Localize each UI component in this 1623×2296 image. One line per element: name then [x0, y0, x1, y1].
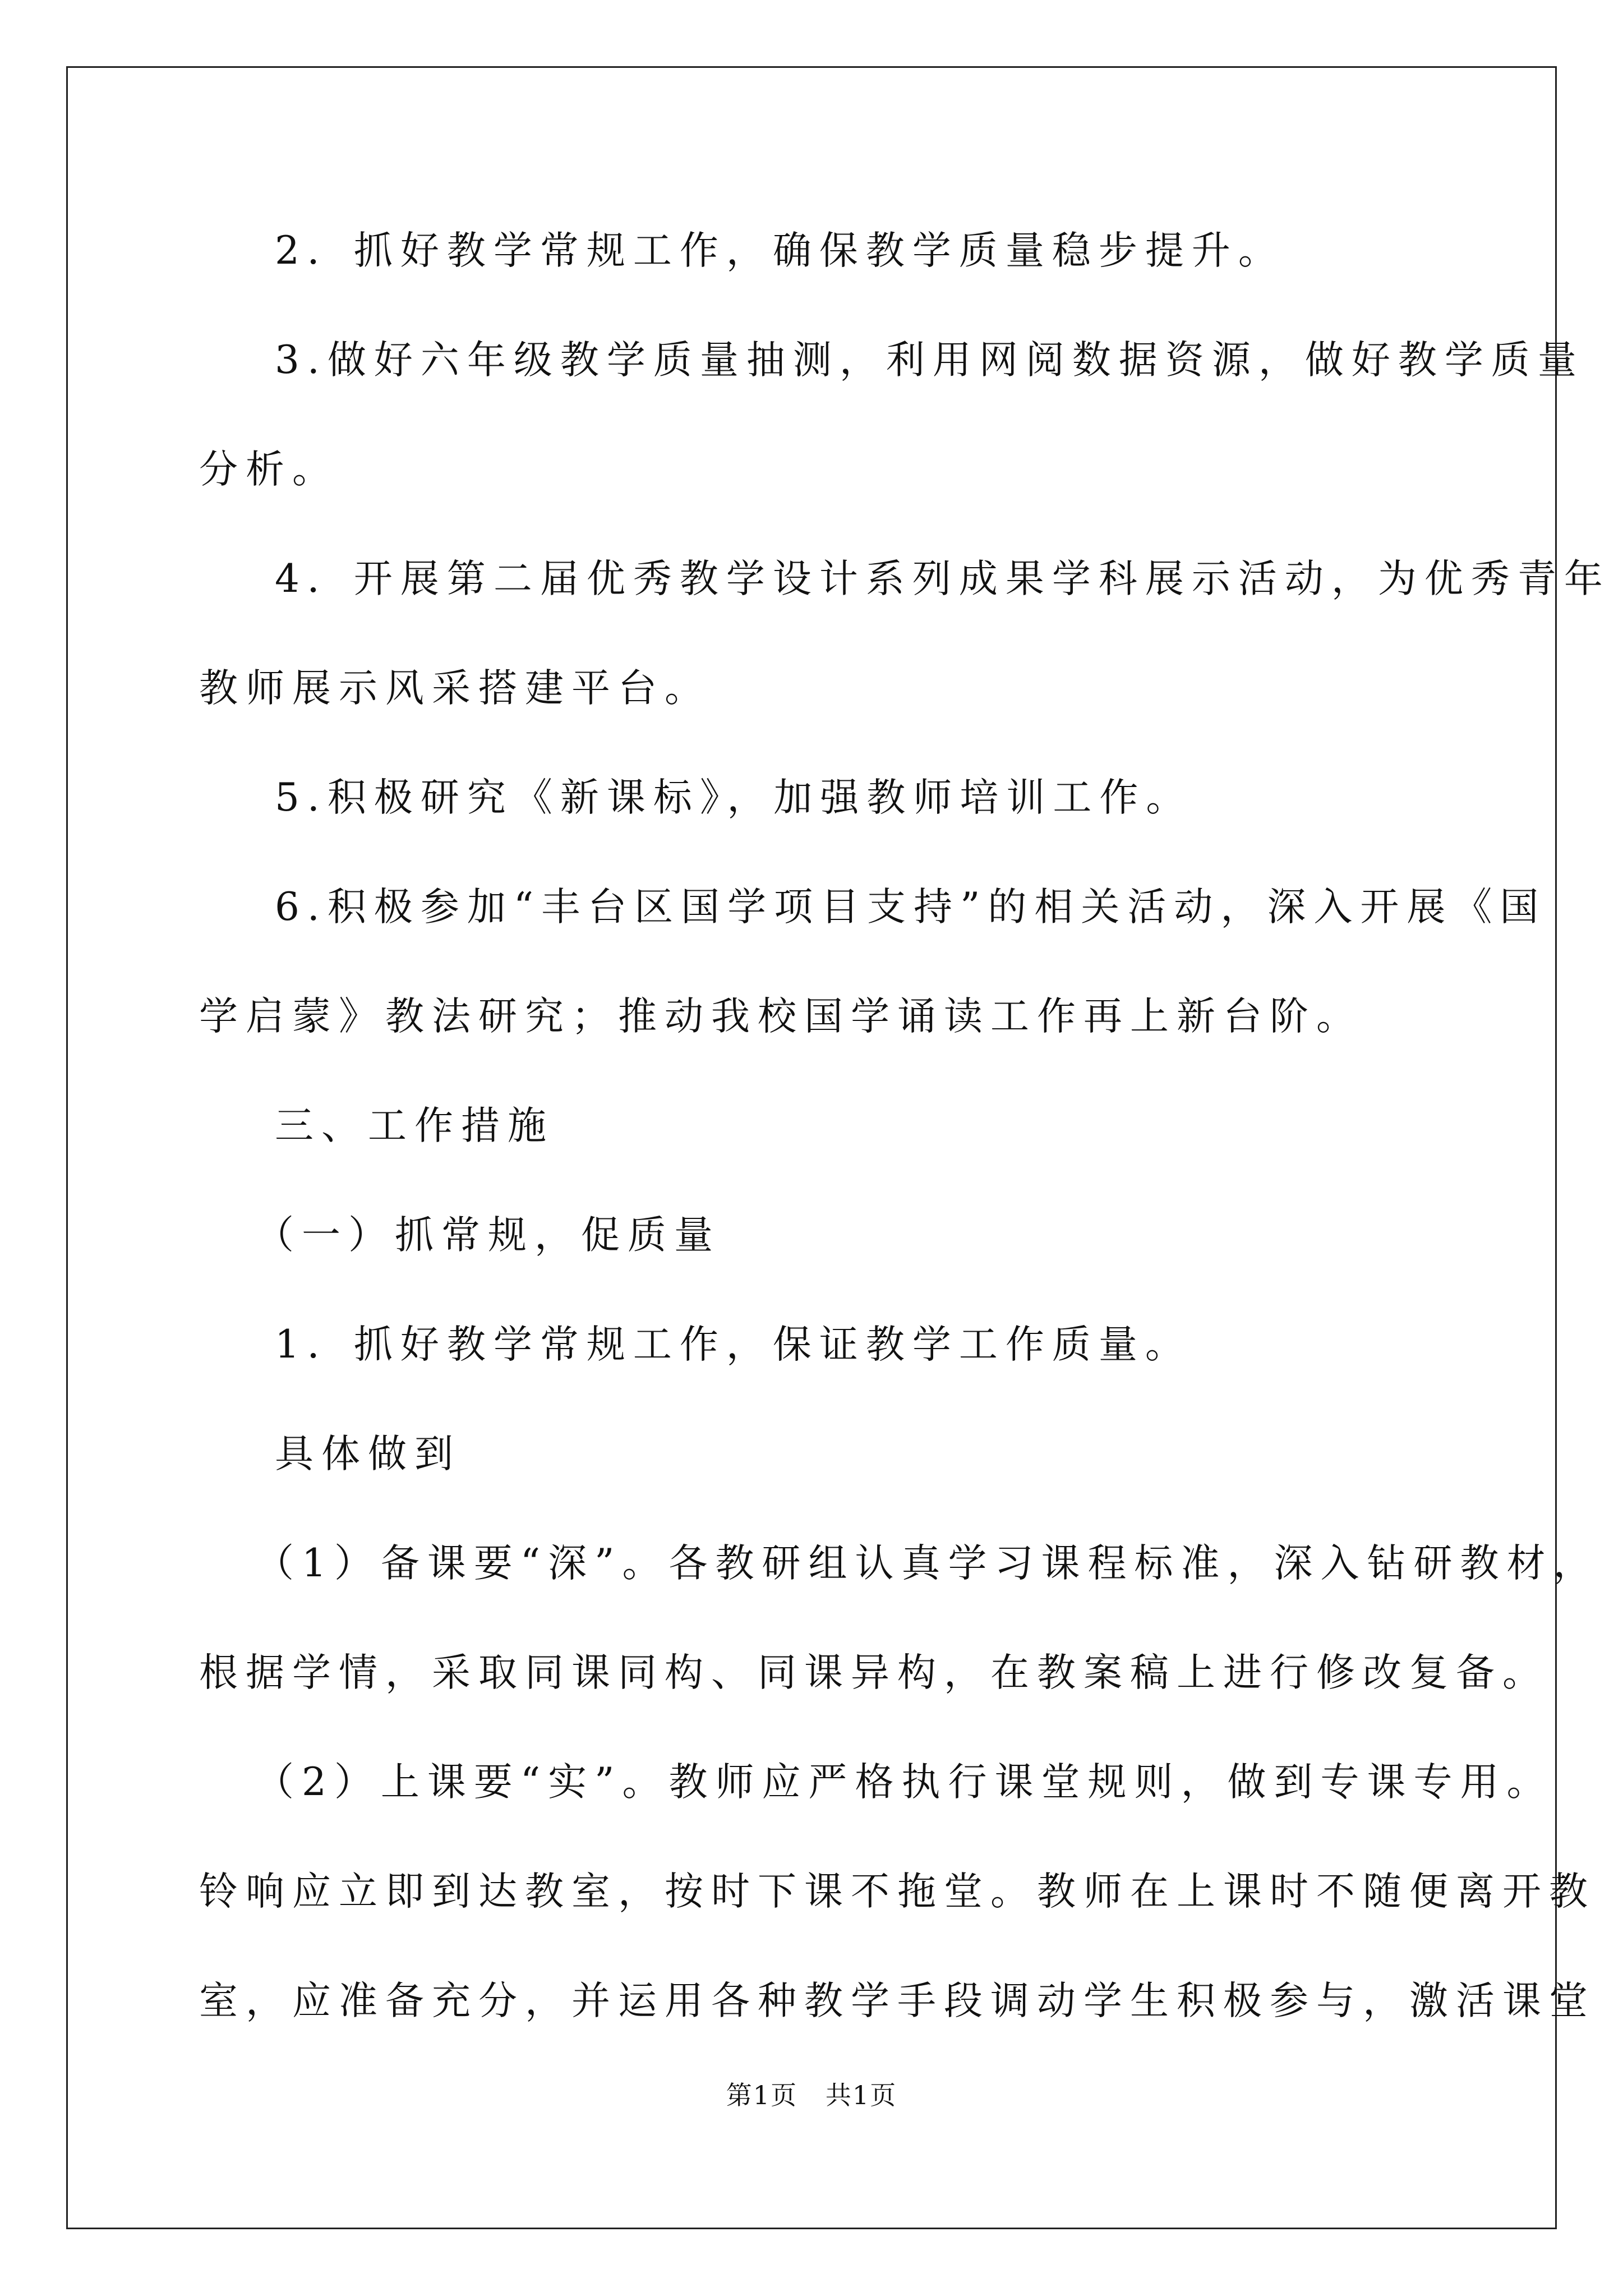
- paragraph-line-5: 教师展示风采搭建平台。: [199, 666, 711, 711]
- subsection-heading: （一）抓常规，促质量: [255, 1213, 721, 1258]
- paragraph-line-3: 分析。: [199, 447, 339, 492]
- paragraph-line-15: （2）上课要“实”。教师应严格执行课堂规则，做到专课专用。: [255, 1760, 1553, 1805]
- page-footer: 第1页 共1页: [726, 2080, 897, 2110]
- paragraph-line-1: 2．抓好教学常规工作，确保教学质量稳步提升。: [275, 228, 1285, 273]
- paragraph-line-2: 3.做好六年级教学质量抽测，利用网阅数据资源，做好教学质量: [275, 338, 1584, 383]
- paragraph-line-4: 4．开展第二届优秀教学设计系列成果学科展示活动，为优秀青年: [275, 556, 1611, 601]
- paragraph-line-13: （1）备课要“深”。各教研组认真学习课程标准，深入钻研教材，: [255, 1541, 1600, 1586]
- paragraph-line-17: 室，应准备充分，并运用各种教学手段调动学生积极参与，激活课堂: [199, 1978, 1596, 2023]
- paragraph-line-6: 5.积极研究《新课标》，加强教师培训工作。: [275, 775, 1193, 820]
- paragraph-line-8: 学启蒙》教法研究；推动我校国学诵读工作再上新台阶。: [199, 994, 1363, 1039]
- paragraph-line-16: 铃响应立即到达教室，按时下课不拖堂。教师在上课时不随便离开教: [199, 1869, 1596, 1914]
- section-heading: 三、工作措施: [275, 1103, 554, 1148]
- paragraph-line-12: 具体做到: [275, 1432, 461, 1476]
- paragraph-line-14: 根据学情，采取同课同构、同课异构，在教案稿上进行修改复备。: [199, 1650, 1549, 1695]
- paragraph-line-7: 6.积极参加“丰台区国学项目支持”的相关活动，深入开展《国: [275, 885, 1547, 930]
- paragraph-line-11: 1．抓好教学常规工作，保证教学工作质量。: [275, 1322, 1192, 1367]
